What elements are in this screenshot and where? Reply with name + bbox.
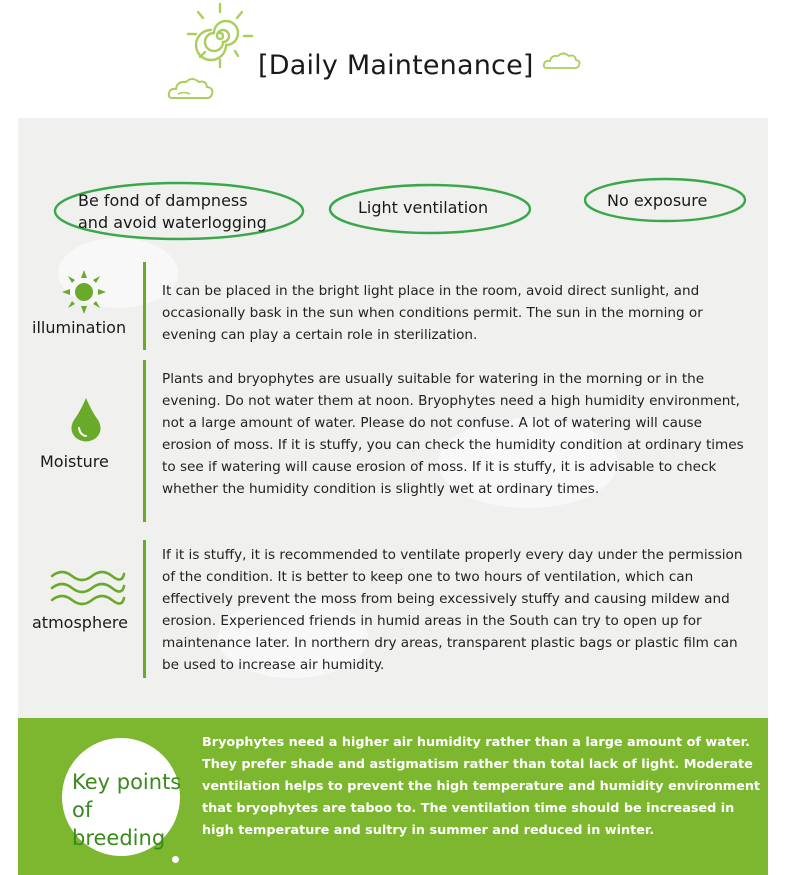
row-divider xyxy=(143,360,146,522)
decorative-dot xyxy=(172,856,179,863)
sun-icon xyxy=(62,270,106,314)
air-waves-icon xyxy=(48,568,128,608)
row-text-atmosphere: If it is stuffy, it is recommended to ventilate properly every day under the permission of the condition. It is better to keep one to two hours of ventilation, which can effectively prevent the moss from being excessively stuffy and causing mildew and erosion. Experienced friends in humid areas in the South can try to open up for maintenance later. In northern dry areas, transparent plastic bags or plastic film can be used to increase air humidity. xyxy=(162,547,743,673)
row-divider xyxy=(143,540,146,678)
tag-ventilation: Light ventilation xyxy=(358,198,489,217)
tag-no-exposure: No exposure xyxy=(607,191,708,210)
row-text-illumination: It can be placed in the bright light place in the room, avoid direct sunlight, and occasionally bask in the sun when conditions permit. The sun in the morning or evening can play a certain role in sterilization. xyxy=(162,283,703,343)
row-label-moisture: Moisture xyxy=(40,452,109,471)
row-divider xyxy=(143,262,146,350)
water-drop-icon xyxy=(70,398,102,442)
page-title: [Daily Maintenance] xyxy=(258,50,534,81)
key-points-text: Bryophytes need a higher air humidity rather than a large amount of water. They prefer shade and astigmatism rather than total lack of light. Moderate ventilation helps to prevent the high temperature and humidity environment that bryophytes are taboo to. The ventilation time should be increased in high temperature and sultry in summer and reduced in winter. xyxy=(202,735,761,838)
sun-doodle-icon xyxy=(180,2,260,70)
panel-wave-edge xyxy=(18,112,768,136)
row-label-atmosphere: atmosphere xyxy=(32,613,128,632)
row-label-illumination: illumination xyxy=(32,318,127,337)
key-points-title: Key points of breeding xyxy=(72,770,182,850)
cloud-doodle-icon xyxy=(166,74,216,104)
row-text-moisture: Plants and bryophytes are usually suitable for watering in the morning or in the evening. Do not water them at noon. Bryophytes need a high humidity environment, not a large amount of water. Please do not confuse. A lot of watering will cause erosion of moss. If it is stuffy, you can check the humidity condition at ordinary times to see if watering will cause erosion of moss. If it is stuffy, it is advisable to check whether the humidity condition is slightly wet at ordinary times. xyxy=(162,371,744,497)
tag-dampness: Be fond of dampness and avoid waterlogging xyxy=(78,191,267,232)
header xyxy=(0,0,792,130)
cloud-doodle-icon xyxy=(542,49,582,73)
